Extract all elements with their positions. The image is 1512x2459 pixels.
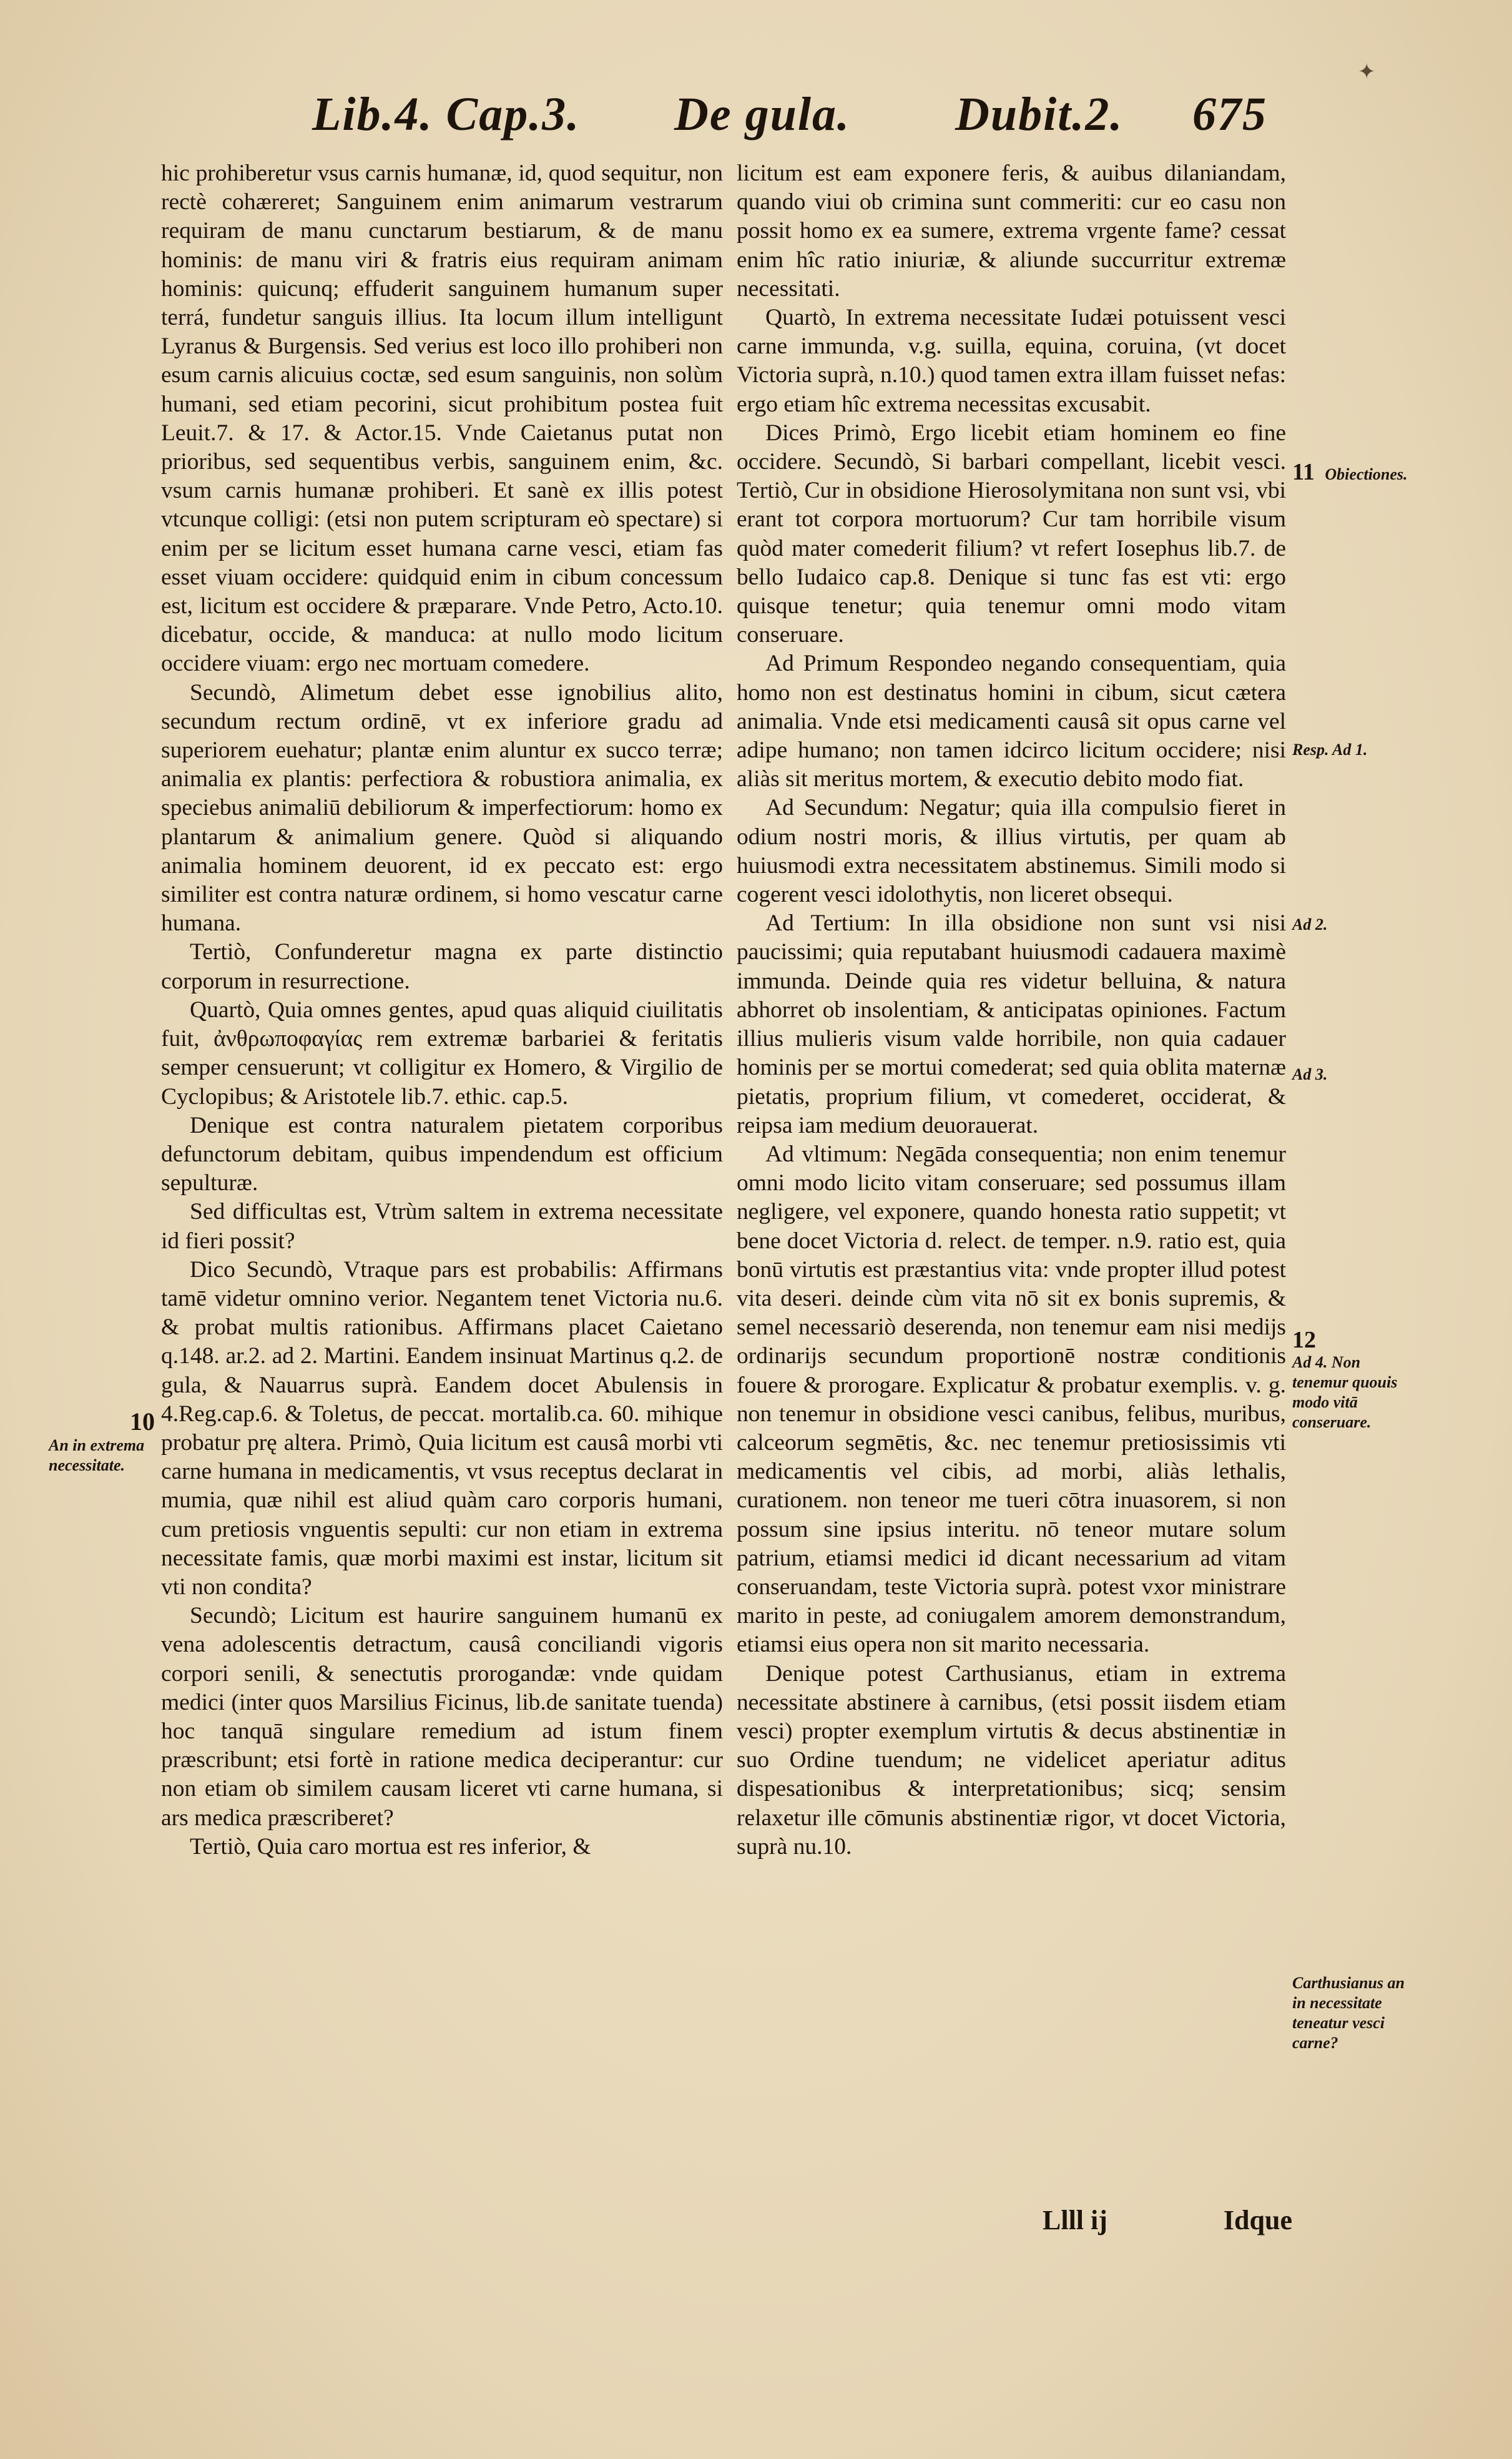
margin-note-text: Ad 4. Non tenemur quouis modo vitā conseruare. — [1292, 1353, 1398, 1431]
paragraph: licitum est eam exponere feris, & auibus dilaniandam, quando viui ob crimina sunt commeriti: cur eo casu non possit homo ex ea sumere, extrema vrgente fame? cessat enim hîc ratio iniuriæ, & aliunde succurritur extremæ necessitati. — [737, 160, 1286, 302]
right-column — [737, 159, 1286, 2257]
signature-mark: Llll ij — [1043, 2205, 1107, 2235]
running-header — [306, 81, 1305, 150]
paragraph: Ad Tertium: In illa obsidione non sunt vsi nisi paucissimi; quia reputabant huiusmodi cadauera maximè immunda. Deinde quia res videtur belluina, & natura abhorret ob insolentiam, & anticipatas opiniones. Factum illius mulieris visum valde horribile, non quia cadauer hominis per se mortui comederat; sed quia oblita maternæ pietatis, proprium filium, vt comederet, occiderat, & reipsa iam medium deuorauerat. — [737, 910, 1286, 1138]
catchword: Idque — [1223, 2205, 1292, 2235]
margin-note-carthusian — [1292, 1973, 1417, 2053]
paragraph: Tertiò, Confunderetur magna ex parte distinctio corporum in resurrectione. — [161, 939, 723, 994]
paragraph: Sed difficultas est, Vtrùm saltem in extrema necessitate id fieri possit? — [161, 1199, 723, 1254]
paragraph: Ad Secundum: Negatur; quia illa compulsio fieret in odium nostri moris, & illius virtutis, per quam ab huiusmodi extra necessitatem abstinemus. Simili modo si cogerent vesci idolothytis, non liceret obsequi. — [737, 795, 1286, 908]
left-column — [161, 159, 723, 2257]
margin-note-text: An in extrema necessitate. — [49, 1436, 145, 1474]
paragraph: Denique est contra naturalem pietatem corporibus defunctorum debitam, quibus impendendum est officium sepulturæ. — [161, 1112, 723, 1196]
paragraph: hic prohiberetur vsus carnis humanæ, id, quod sequitur, non rectè cohæreret; Sanguinem enim animarum vestrarum requiram de manu cunctarum bestiarum, & de manu hominis: de manu viri & fratris eius requiram animam hominis: quicunq; effuderit sanguinem humanum super terrá, fundetur sanguis illius. Ita locum illum intelligunt Lyranus & Burgensis. Sed verius est loco illo prohiberi non esum carnis alicuius coctæ, sed esum sanguinis, non solùm humani, sed etiam pecorini, sicut prohibitum postea fuit Leuit.7. & 17. & Actor.15. Vnde Caietanus putat non prioribus, sed sequentibus verbis, sanguinem enim, &c. vsum carnis humanæ prohiberi. Et sanè ex illis potest vtcunque colligi: (etsi non putem scripturam eò spectare) si enim per se licitum esset humana carne vesci, etiam fas esset viuam occidere: quidquid enim in cibum concessum est, licitum est occidere & præparare. Vnde Petro, Acto.10. dicebatur, occide, & manduca: at nullo modo licitum occidere viuam: ergo nec mortuam comedere. — [161, 160, 723, 677]
page-mark: ✦ — [1358, 61, 1376, 84]
margin-note-text: Resp. Ad 1. — [1292, 741, 1368, 759]
margin-note-left — [49, 1407, 155, 1476]
page-number: 675 — [1192, 88, 1267, 140]
header-subject: De gula. — [674, 88, 850, 140]
margin-number: 10 — [130, 1407, 155, 1436]
margin-note-resp — [1292, 740, 1417, 760]
paragraph: Quartò, In extrema necessitate Iudæi potuissent vesci carne immunda, v.g. suilla, equina, coruina, (vt docet Victoria suprà, n.10.) quod tamen extra illam fuisset nefas: ergo etiam hîc extrema necessitas excusabit. — [737, 305, 1286, 417]
margin-note-ad3 — [1292, 1065, 1417, 1085]
paragraph: Ad Primum Respondeo negando consequentiam, quia homo non est destinatus homini in cibum, sicut cætera animalia. Vnde etsi medicamenti causâ sit opus carne vel adipe humano; non tamen idcirco licitum occidere; nisi aliàs sit meritus mortem, & executio debito modo fiat. — [737, 651, 1286, 792]
header-book: Lib.4. Cap.3. — [312, 88, 581, 140]
margin-note-ad2 — [1292, 915, 1417, 935]
paragraph: Secundò; Licitum est haurire sanguinem humanū ex vena adolescentis detractum, causâ conciliandi vigoris corpori senili, & senectutis prorogandæ: vnde quidam medici (inter quos Marsilius Ficinus, lib.de sanitate tuenda) hoc tanquā singulare remedium ad istum finem præscribunt; etsi fortè in ratione medica deciperantur: cur non etiam ob similem causam liceret vti carne humana, si ars medica præscriberet? — [161, 1603, 723, 1831]
paragraph: Dices Primò, Ergo licebit etiam hominem eo fine occidere. Secundò, Si barbari compellant, licebit vesci. Tertiò, Cur in obsidione Hierosolymitana non sunt vsi, vbi erant tot corpora mortuorum? Cur tam horribile visum quòd mater comederit filium? vt refert Iosephus lib.7. de bello Iudaico cap.8. Denique si tunc fas est vti: ergo quisque tenetur; quia tenemur omni modo vitam conseruare. — [737, 420, 1286, 648]
margin-number: 11 — [1292, 459, 1315, 485]
page-footer — [1030, 2204, 1292, 2242]
margin-note-text: Carthusianus an in necessitate teneatur vesci carne? — [1292, 1974, 1405, 2052]
paragraph: Denique potest Carthusianus, etiam in extrema necessitate abstinere à carnibus, (etsi possit iisdem etiam vesci) propter exemplum virtutis & decus abstinentiæ in suo Ordine tuendum; ne videlicet aperiatur aditus dispesationibus & interpretationibus; sicq; sensim relaxetur ille cōmunis abstinentiæ rigor, vt docet Victoria, suprà nu.10. — [737, 1660, 1286, 1860]
paragraph: Secundò, Alimetum debet esse ignobilius alito, secundum rectum ordinē, vt ex inferiore gradu ad superiorem euehatur; plantæ enim aluntur ex succo terræ; animalia ex plantis: perfectiora & robustiora animalia, ex speciebus animaliū debiliorum & imperfectiorum: homo ex plantarum & animalium genere. Quòd si aliquando animalia hominem deuorent, id ex peccato est: ergo similiter est contra naturæ ordinem, si homo vescatur carne humana. — [161, 679, 723, 937]
header-dubit: Dubit.2. — [955, 88, 1124, 140]
margin-note-text: Obiectiones. — [1325, 465, 1408, 483]
margin-note-text: Ad 2. — [1292, 915, 1328, 934]
margin-note-objections — [1292, 459, 1417, 485]
paragraph: Ad vltimum: Negāda consequentia; non enim tenemur omni modo licito vitam conseruare; sed possumus illam negligere, vel exponere, quando honesta ratio suppetit; vt bene docet Victoria d. relect. de temper. n.9. ratio est, quia bonū virtutis est præstantius vita: vnde propter illud potest vita deseri. deinde cùm vita nō sit ex bonis supremis, & semel necessariò deserenda, non tenemur eam nisi medijs ordinarijs secundum proportionē nostræ conditionis fouere & prorogare. Explicatur & probatur exemplis. v. g. non tenemur in obsidione vesci canibus, felibus, muribus, calceorum segmētis, &c. nec tenemur pretiosissimis vti medicamentis vel cibis, ad morbi, aliàs lethalis, curationem. non teneor me tueri cōtra inuasorem, si non possum sine ipsius interitu. nō teneor mutare solum patrium, etiamsi medici id dicant necessarium ad vitam conseruandam, teste Victoria suprà. potest vxor ministrare marito in peste, ad coniugalem amorem demonstrandum, etiamsi eius opera non sit marito necessaria. — [737, 1141, 1286, 1658]
paragraph: Quartò, Quia omnes gentes, apud quas aliquid ciuilitatis fuit, ἀνθρωποφαγίας rem extremæ barbariei & feritatis semper censuerunt; vt colligitur ex Homero, & Virgilio de Cyclopibus; & Aristotele lib.7. ethic. cap.5. — [161, 997, 723, 1110]
paragraph: Dico Secundò, Vtraque pars est probabilis: Affirmans tamē videtur omnino verior. Negantem tenet Victoria nu.6. & probat multis rationibus. Affirmans placet Caietano q.148. ar.2. ad 2. Martini. Eandem insinuat Martinus q.2. de gula, & Nauarrus suprà. Eandem docet Abulensis in 4.Reg.cap.6. & Toletus, de peccat. mortalib.ca. 60. mihique probatur prę altera. Primò, Quia licitum est causâ morbi vti carne humana in medicamentis, vt vsus receptus declarat in mumia, quæ nihil est aliud quàm caro corporis humani, cum pretiosis vnguentis sepulti: cur non etiam in extrema necessitate famis, quæ morbi maximi est instar, licitum sit vti non condita? — [161, 1256, 723, 1600]
margin-note-not-bound — [1292, 1327, 1417, 1432]
margin-number: 12 — [1292, 1327, 1316, 1353]
margin-note-text: Ad 3. — [1292, 1065, 1328, 1083]
paragraph: Tertiò, Quia caro mortua est res inferior, & — [190, 1833, 591, 1860]
